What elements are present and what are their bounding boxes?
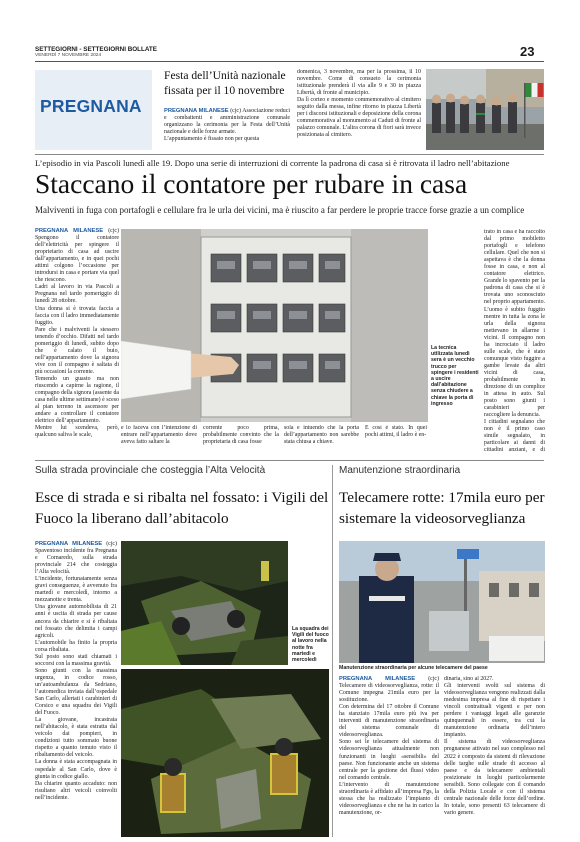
byline-tag: (cjc)	[230, 108, 242, 114]
page-number: 23	[520, 44, 535, 59]
main-col3: corrente poco prima, probabilmente convinto che la proprietaria di casa fosse	[203, 425, 279, 446]
header-divider	[35, 61, 544, 62]
top-article-title: Festa dell’Unità nazionale fissata per il 10 novembre	[164, 69, 286, 97]
ceremony-photo	[426, 69, 544, 150]
top-article-col2: domenica, 3 novembre, ma per la prossima, il 10 novembre. Come di consueto la cerimonia istituzionale prenderà il via alle 9 e 30 in piazza Libertà, di fronte al municipio. Da lì corteo e momento commemorativo al cimitero seguito dalla messa, infine ritorno in piazza Libertà per i discorsi istituzionali e deposizione della corona commemorativa al monumento ai Caduti di fronte al palazzo comunale. L’altra corona di fiori sarà invece posizionata al cimitero.	[297, 69, 421, 139]
main-kicker: L’episodio in via Pascoli lunedì alle 19. Dopo una serie di interruzioni di corrente la padrona di casa si è ritrovata il ladro nell’abitazione	[35, 158, 510, 168]
byline: PREGNANA MILANESE	[339, 676, 416, 682]
main-col1	[35, 228, 119, 453]
byline: PREGNANA MILANESE	[164, 108, 229, 114]
byline-tag: (cjc)	[428, 676, 439, 682]
accident-body	[35, 541, 117, 837]
byline: PREGNANA MILANESE	[35, 541, 103, 547]
main-col6: trato in casa e ha raccolto dal primo mobiletto portafogli e telefono cellulare. Quel che non si aspettava è che la donna fosse in casa, e non al contatore elettrico. Grande lo spavento per la padrona di casa che si è trovata uno sconosciuto nel proprio appartamento. L’uomo è subito fuggito mentre in tutta la zona le urla della signora mettevano in allarme i vicini. Il compagno non ha incrociato il ladro sulle scale, che è stato comunque visto fuggire a gambe levate da altri vicini di casa, probabilmente in direzione di un complice in attesa in auto. Sul posto sono giunti i carabinieri per raccogliere la denuncia. I cittadini segnalano che non è il primo caso simile segnalato, in particolare ai danni di cittadini anziani, e di	[484, 229, 545, 454]
main-body-1: Spengono il contatore dell’elettricità per spingere il proprietario di casa ad uscire dall’appartamento, e in quei pochi attimi colgono l’occasione per introdursi in casa e portare via quel che riescono. Ladri al lavoro in via Pascoli a Pregnana nel tardo pomeriggio di lunedì 28 ottobre. Una donna si è trovata faccia a faccia con il ladro immediatamente fuggito. Pare che i malviventi la stessero tenendo d’occhio. Difatti nel tardo pomeriggio di lunedì, subito dopo che è calato il buio, nell’appartamento dove la signora vive con il compagno è saltata di più occasioni la corrente. Temendo un guasto ma non riuscendo a capirne la ragione, il compagno della signora (assente da casa nelle ultime settimane) è sceso al pian terreno in ascensore per andare a controllare il contatore elettrico dell’appartamento. Mentre lui scendeva, però, qualcuno saliva le scale,	[35, 235, 119, 439]
main-col2: e lo faceva con l’intenzione di entrare nell’appartamento dove aveva fatto saltare la	[121, 425, 197, 446]
cctv-col2: dinaria, sino al 2027. Gli interventi svolti sul sistema di videosorveglianza vengono realizzati dalla medesima impresa al fine di rispettare i vincoli contrattuali vigenti e per non perdere i vantaggi legati alle garanzie quinquennali in essere, tra cui la manutenzione ordinaria dell’intero impianto. Il sistema di videosorveglianza pregnanese attivato nel suo complesso nel 2022 è composto da sistemi di rilevazione delle targhe sulle strade di accesso al paese e da telecamere ambientali posizionate in luoghi particolarmente sensibili. Sono collegate con il comando della Polizia Locale e con il sistema centrale nazionale delle forze dell’ordine. In totale, sono presenti 63 telecamere di vario genere.	[444, 676, 545, 816]
byline: PREGNANA MILANESE	[35, 228, 104, 234]
cctv-photo	[339, 541, 545, 663]
main-headline: Staccano il contatore per rubare in casa	[35, 168, 468, 199]
accident-photo-top	[121, 541, 288, 665]
section-label: PREGNANA	[40, 96, 142, 116]
accident-photo-bottom	[121, 669, 329, 837]
accident-headline: Esce di strada e si ribalta nel fossato: i Vigili del Fuoco la liberano dall’abitacolo	[35, 489, 329, 527]
accident-photo-caption: La squadra dei Vigili del fuoco al lavoro nella notte fra martedì e mercoledì	[292, 626, 329, 664]
meter-photo	[121, 229, 428, 422]
cctv-col1	[339, 676, 439, 836]
top-article-col1	[164, 108, 290, 152]
main-col5: E così è stato. In quei pochi attimi, il ladro è en-	[365, 425, 427, 439]
mid-divider	[35, 460, 544, 461]
accident-kicker: Sulla strada provinciale che costeggia l’Alta Velocità	[35, 465, 266, 476]
byline-tag: (cjc)	[106, 541, 117, 547]
masthead: SETTEGIORNI - SETTEGIORNI BOLLATE	[35, 46, 157, 53]
main-col4: sola e intuendo che la porta dell’appartamento non sarebbe stata chiusa a chiave.	[284, 425, 359, 446]
top-article-body-1: Associazione reduci e combattenti e amministrazione comunale organizzano la cerimonia per la Festa dell’Unità nazionale e delle forze armate. L’appuntamento è fissato non per questa	[164, 108, 290, 143]
top-divider	[35, 154, 544, 155]
main-subhead: Malviventi in fuga con portafogli e cellulare fra le urla dei vicini, ma è riuscito a far perdere le proprie tracce forse grazie a un complice	[35, 205, 525, 215]
cctv-headline: Telecamere rotte: 17mila euro per sistemare la videosorveglianza	[339, 489, 545, 527]
cctv-body-1: Telecamere di videosorveglianza, rotte: il Comune impegna 21mila euro per la sostituzione. Con determina del 17 ottobre il Comune ha stanziato 17mila euro più iva per interventi di manutenzione straordinaria del sistema comunale di videosorveglianza. Sono sei le telecamere del sistema di videosorveglianza attualmente non funzionanti in luoghi «sensibili» del paese. Non funzionante anche un sistema centrale per la gestione dei flussi video nel comando centrale. L’intervento di manutenzione straordinaria è affidato all’impresa Fgs, la stessa che ha realizzato l’impianto di videosorveglianza e che ne ha in carico la manutenzione, or-	[339, 683, 439, 816]
issue-date: VENERDÌ 7 NOVEMBRE 2024	[35, 53, 102, 58]
cctv-photo-caption: Manutenzione straordinaria per alcune telecamere del paese	[339, 665, 488, 671]
cctv-kicker: Manutenzione straordinaria	[339, 465, 461, 476]
byline-tag: (cjc)	[108, 228, 119, 234]
main-photo-caption: La tecnica utilizzata lunedì sera è un vecchio trucco per spingere i residenti a uscire dall’abitazione senza chiudere a chiave la porta di ingresso	[431, 345, 479, 407]
accident-body-text: Spaventoso incidente fra Pregnana e Cornaredo, sulla strada provinciale 214 che costeggia l’Alta velocità. L’incidente, fortunatamente senza gravi conseguenze, è avvenuto fra martedì e mercoledì, intorno a mezzanotte e trenta. Una giovane automobilista di 21 anni è uscita di strada per cause ancora da chiarire e si è ribaltata nel fossato che delimita i campi agricoli. L’automobile ha finito la propria corsa ribaltata. Sul posto sono stati chiamati i soccorsi con la massima gravità. Sono giunti con la massima urgenza, in codice rosso, un’autoambulanza da Sedriano, l’automedica inviata dall’ospedale San Carlo, allertati i carabinieri di Corsico e una squadra dei Vigili del Fuoco. La giovane, incastrata nell’abitacolo, è stata estratta dal veicolo dai pompieri, in condizioni tutto sommato buone rispetto a quanto temuto visto il ribaltamento del veicolo. La donna è stata accompagnata in ospedale al San Carlo, dove è giunta in codice giallo. Da chiarire quanto accaduto: non risultano altri veicoli coinvolti nell’incidente.	[35, 548, 117, 801]
